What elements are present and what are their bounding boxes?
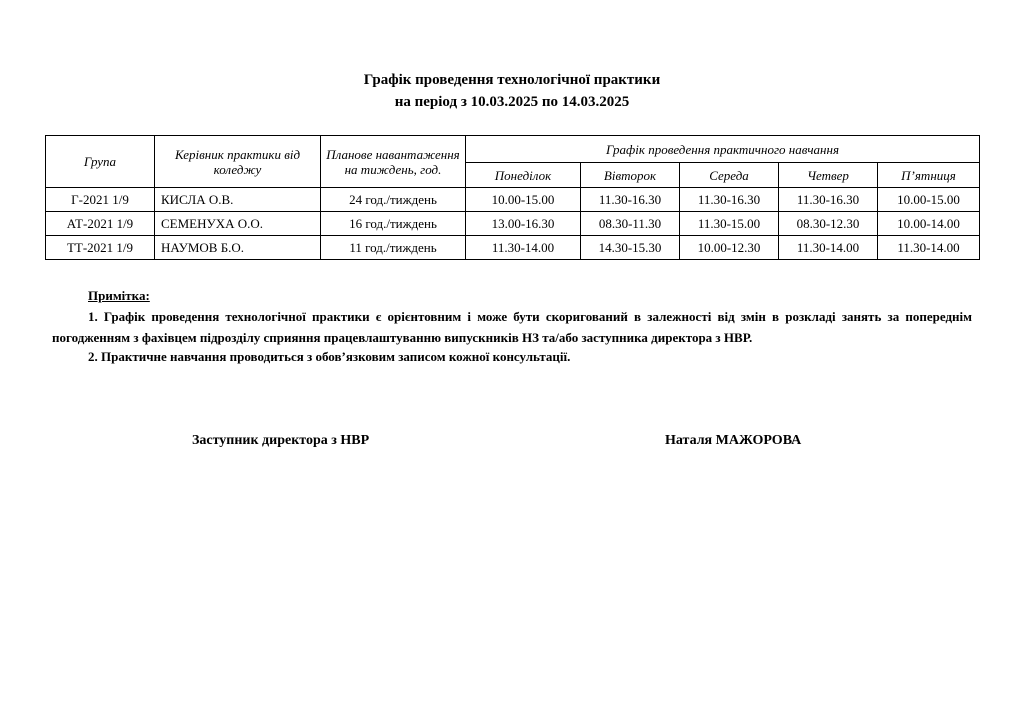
note-item-1: 1. Графік проведення технологічної практики є орієнтовним і може бути скоригований в залежності від змін в розкладі занять за попереднім погодженням з фахівцем підрозділу сприяння працевлаштуванню випускників НЗ та/або заступника директора з НВР.: [52, 309, 972, 345]
cell-time: 11.30-16.30: [779, 188, 878, 212]
signature-name: Наталя МАЖОРОВА: [665, 433, 802, 448]
cell-time: 10.00-15.00: [466, 188, 581, 212]
header-schedule: Графік проведення практичного навчання: [466, 136, 980, 163]
cell-time: 08.30-11.30: [581, 212, 680, 236]
header-group: Група: [46, 136, 155, 188]
header-supervisor: Керівник практики від коледжу: [155, 136, 321, 188]
cell-supervisor: КИСЛА О.В.: [155, 188, 321, 212]
cell-supervisor: НАУМОВ Б.О.: [155, 236, 321, 260]
cell-time: 11.30-16.30: [680, 188, 779, 212]
cell-load: 11 год./тиждень: [321, 236, 466, 260]
cell-time: 10.00-14.00: [878, 212, 980, 236]
cell-time: 11.30-16.30: [581, 188, 680, 212]
header-day-monday: Понеділок: [466, 163, 581, 188]
cell-supervisor: СЕМЕНУХА О.О.: [155, 212, 321, 236]
note-item-2: 2. Практичне навчання проводиться з обов’язковим записом кожної консультації.: [88, 349, 571, 364]
schedule-table: [45, 135, 980, 260]
notes-title: Примітка:: [88, 288, 150, 303]
header-day-thursday: Четвер: [779, 163, 878, 188]
cell-load: 16 год./тиждень: [321, 212, 466, 236]
cell-time: 10.00-12.30: [680, 236, 779, 260]
cell-time: 13.00-16.30: [466, 212, 581, 236]
header-load: Планове навантаження на тиждень, год.: [321, 136, 466, 188]
cell-group: Г-2021 1/9: [46, 188, 155, 212]
table-header-row: [46, 136, 980, 163]
document-title: Графік проведення технологічної практики: [363, 72, 661, 88]
cell-time: 08.30-12.30: [779, 212, 878, 236]
header-day-wednesday: Середа: [680, 163, 779, 188]
cell-time: 10.00-15.00: [878, 188, 980, 212]
table-row: [46, 236, 980, 260]
table-row: [46, 188, 980, 212]
document-period: на період з 10.03.2025 по 14.03.2025: [394, 94, 630, 110]
cell-group: ТТ-2021 1/9: [46, 236, 155, 260]
cell-load: 24 год./тиждень: [321, 188, 466, 212]
cell-time: 14.30-15.30: [581, 236, 680, 260]
cell-time: 11.30-14.00: [878, 236, 980, 260]
header-day-tuesday: Вівторок: [581, 163, 680, 188]
cell-time: 11.30-15.00: [680, 212, 779, 236]
cell-time: 11.30-14.00: [779, 236, 878, 260]
cell-group: АТ-2021 1/9: [46, 212, 155, 236]
table-row: [46, 212, 980, 236]
cell-time: 11.30-14.00: [466, 236, 581, 260]
header-day-friday: П’ятниця: [878, 163, 980, 188]
signature-position: Заступник директора з НВР: [192, 433, 370, 448]
